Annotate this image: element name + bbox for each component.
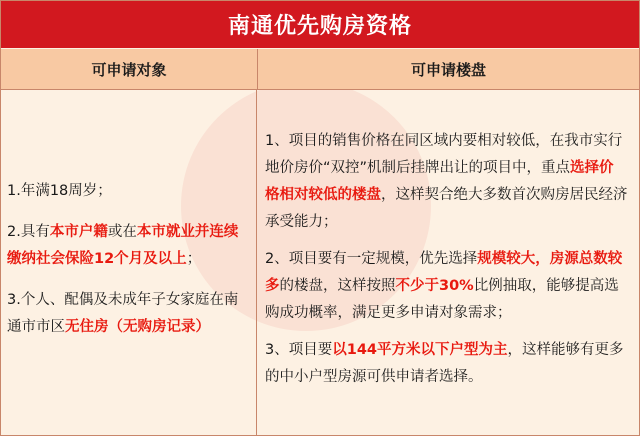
highlight-text: 本市户籍	[49, 224, 108, 240]
applicant-criterion	[7, 178, 250, 205]
table-title: 南通优先购房资格	[1, 1, 639, 48]
body-text: ，这样能够有更多的中小户型房源可供申请者选择。	[265, 342, 624, 385]
highlight-text: 不少于30%	[395, 278, 474, 294]
body-text: 3、项目要	[265, 342, 333, 358]
body-text: ；	[186, 251, 202, 267]
highlight-text: 选择价格相对较低的楼盘	[265, 160, 614, 203]
highlight-text: 以144平方米以下户型为主	[332, 342, 508, 358]
body-text: 2.具有	[7, 224, 50, 240]
body-text: 1.年满18周岁；	[7, 183, 112, 199]
property-criterion	[265, 128, 628, 236]
applicant-criterion	[7, 219, 250, 273]
header-applicants: 可申请对象	[1, 49, 258, 89]
content-row	[1, 90, 639, 435]
highlight-text: 本市就业并连续缴纳社会保险12个月及以上	[7, 224, 239, 267]
properties-column	[257, 90, 638, 435]
applicants-column	[1, 90, 257, 435]
highlight-text: 规模较大，房源总数较多	[265, 251, 623, 294]
body-text: 2、项目要有一定规模，优先选择	[265, 251, 478, 267]
header-properties: 可申请楼盘	[410, 60, 486, 79]
property-criterion	[265, 246, 628, 327]
body-text: 比例抽取，能够提高选购成功概率，满足更多申请对象需求；	[265, 278, 619, 321]
property-criterion	[265, 337, 628, 391]
body-text: 1、项目的销售价格在同区域内要相对较低，在我市实行地价房价“双控”机制后挂牌出让的项目中，重点	[265, 133, 623, 176]
applicant-criterion	[7, 287, 250, 341]
body-text: 或在	[107, 224, 137, 240]
highlight-text: 无住房（无购房记录）	[65, 319, 210, 335]
body-text: 3.个人、配偶及未成年子女家庭在南通市市区	[7, 292, 239, 335]
header-row	[1, 49, 639, 90]
body-text: ，这样契合绝大多数首次购房居民经济承受能力；	[265, 187, 628, 230]
body-text: 的楼盘，这样按照	[279, 278, 396, 294]
